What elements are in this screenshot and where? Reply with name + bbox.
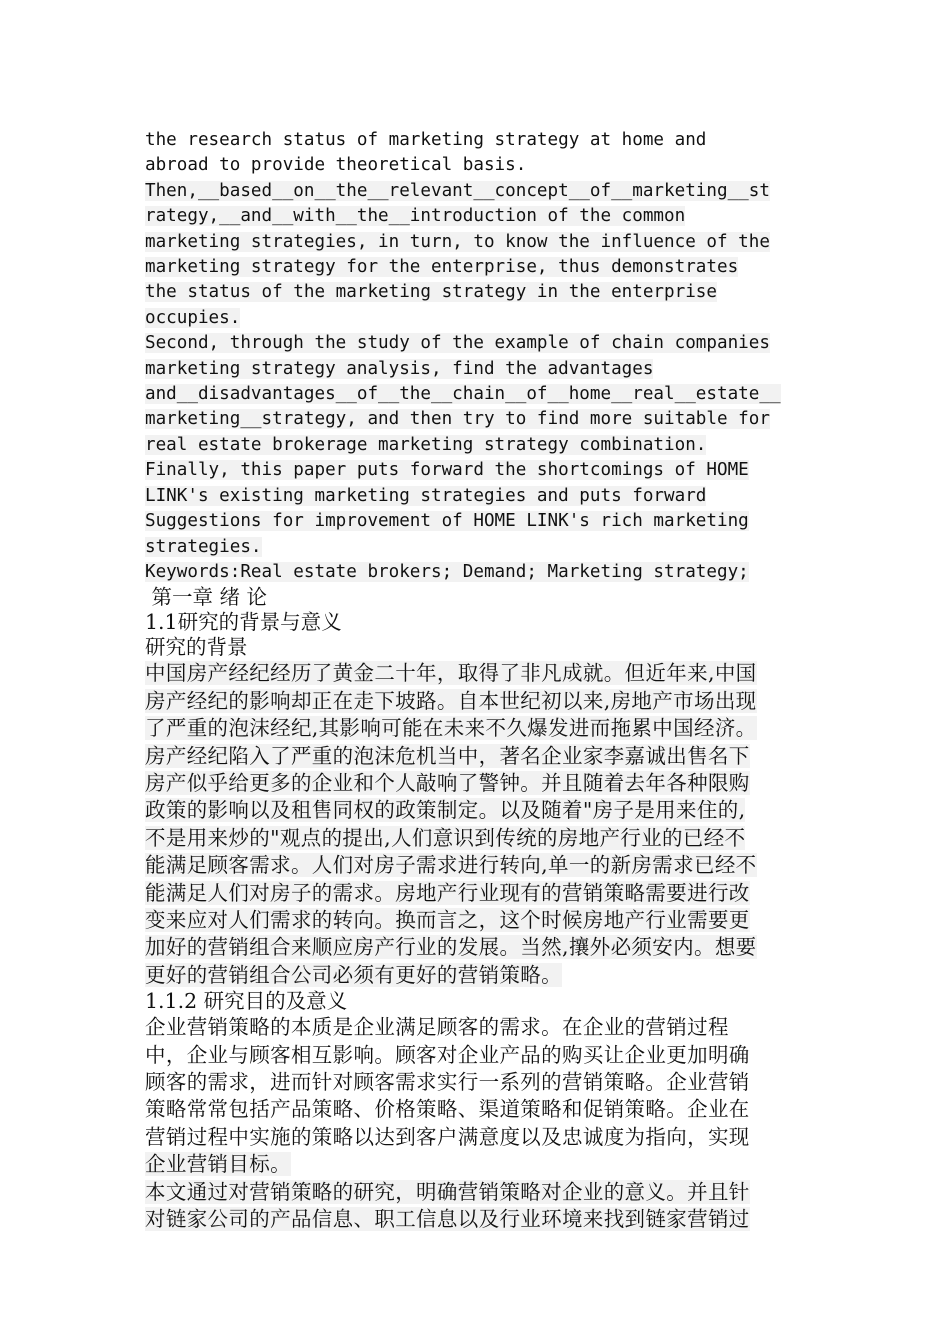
purpose-paragraph-1 [145, 1014, 825, 1178]
text-line: 不是用来炒的"观点的提出,人们意识到传统的房地产行业的已经不 [145, 825, 746, 850]
text-line: rategy,__and__with__the__introduction of the common [145, 206, 686, 227]
text-line: Finally, this paper puts forward the shortcomings of HOME [145, 460, 749, 481]
text-line: Second, through the study of the example of chain companies [145, 333, 770, 354]
text-line: LINK's existing marketing strategies and puts forward [145, 485, 707, 506]
text-line: Suggestions for improvement of HOME LINK's rich marketing [145, 511, 749, 532]
chapter-title: 第一章 绪 论 [145, 585, 268, 610]
text-line: 变来应对人们需求的转向。换而言之，这个时候房地产行业需要更 [145, 907, 750, 932]
background-paragraph [145, 660, 825, 989]
text-line: 企业营销策略的本质是企业满足顾客的需求。在企业的营销过程 [145, 1015, 729, 1040]
text-line: marketing strategy for the enterprise, thus demonstrates [145, 257, 739, 278]
text-line: 营销过程中实施的策略以达到客户满意度以及忠诚度为指向，实现 [145, 1124, 750, 1149]
section-heading: 1.1.2 研究目的及意义 [145, 989, 348, 1014]
text-line: 顾客的需求，进而针对顾客需求实行一系列的营销策略。企业营销 [145, 1070, 750, 1094]
abstract-paragraph-3 [145, 458, 825, 560]
text-line: 能满足顾客需求。人们对房子需求进行转向,单一的新房需求已经不 [145, 853, 757, 878]
text-line: the research status of marketing strategy at home and [145, 130, 707, 150]
text-line: occupies. [145, 307, 241, 328]
text-line: marketing strategy analysis, find the advantages [145, 358, 654, 379]
purpose-paragraph-2 [145, 1179, 825, 1234]
text-line: 能满足人们对房子的需求。房地产行业现有的营销策略需要进行改 [145, 880, 750, 905]
text-line: 中国房产经纪经历了黄金二十年，取得了非凡成就。但近年来,中国 [145, 661, 757, 686]
text-line: 了严重的泡沫经纪,其影响可能在未来不久爆发进而拖累中国经济。 [145, 716, 757, 741]
document-body [145, 128, 825, 1233]
text-line: 政策的影响以及租售同权的政策制定。以及随着"房子是用来住的, [145, 798, 746, 823]
text-line: 企业营销目标。 [145, 1152, 291, 1177]
text-line: abroad to provide theoretical basis. [145, 155, 527, 176]
text-line: 房产似乎给更多的企业和个人敲响了警钟。并且随着去年各种限购 [145, 770, 750, 795]
text-line: 房产经纪陷入了严重的泡沫危机当中，著名企业家李嘉诚出售名下 [145, 743, 750, 768]
abstract-paragraph-1 [145, 179, 825, 331]
text-line: 策略常常包括产品策略、价格策略、渠道策略和促销策略。企业在 [145, 1097, 750, 1122]
text-line: 中，企业与顾客相互影响。顾客对企业产品的购买让企业更加明确 [145, 1042, 750, 1067]
text-line: real estate brokerage marketing strategy combination. [145, 434, 707, 455]
text-line: strategies. [145, 536, 262, 557]
section-heading: 1.1研究的背景与意义 [145, 610, 342, 635]
text-line: the status of the marketing strategy in the enterprise [145, 282, 717, 303]
text-line: Then,__based__on__the__relevant__concept__of__marketing__st [145, 180, 770, 201]
abstract-paragraph-2 [145, 331, 825, 458]
text-line: 更好的营销组合公司必须有更好的营销策略。 [145, 962, 562, 987]
text-line: 房产经纪的影响却正在走下坡路。自本世纪初以来,房地产市场出现 [145, 688, 757, 713]
text-line: 加好的营销组合来顺应房产行业的发展。当然,攘外必须安内。想要 [145, 935, 757, 960]
abstract-intro [145, 128, 825, 179]
text-line: 对链家公司的产品信息、职工信息以及行业环境来找到链家营销过 [145, 1207, 750, 1232]
text-line: 本文通过对营销策略的研究，明确营销策略对企业的意义。并且针 [145, 1179, 750, 1204]
text-line: marketing__strategy, and then try to find more suitable for [145, 409, 770, 430]
subsection-heading: 研究的背景 [145, 635, 248, 660]
text-line: marketing strategies, in turn, to know the influence of the [145, 231, 770, 252]
keywords-line: Keywords:Real estate brokers; Demand; Marketing strategy; [145, 561, 749, 582]
text-line: and__disadvantages__of__the__chain__of__home__real__estate__ [145, 384, 781, 405]
